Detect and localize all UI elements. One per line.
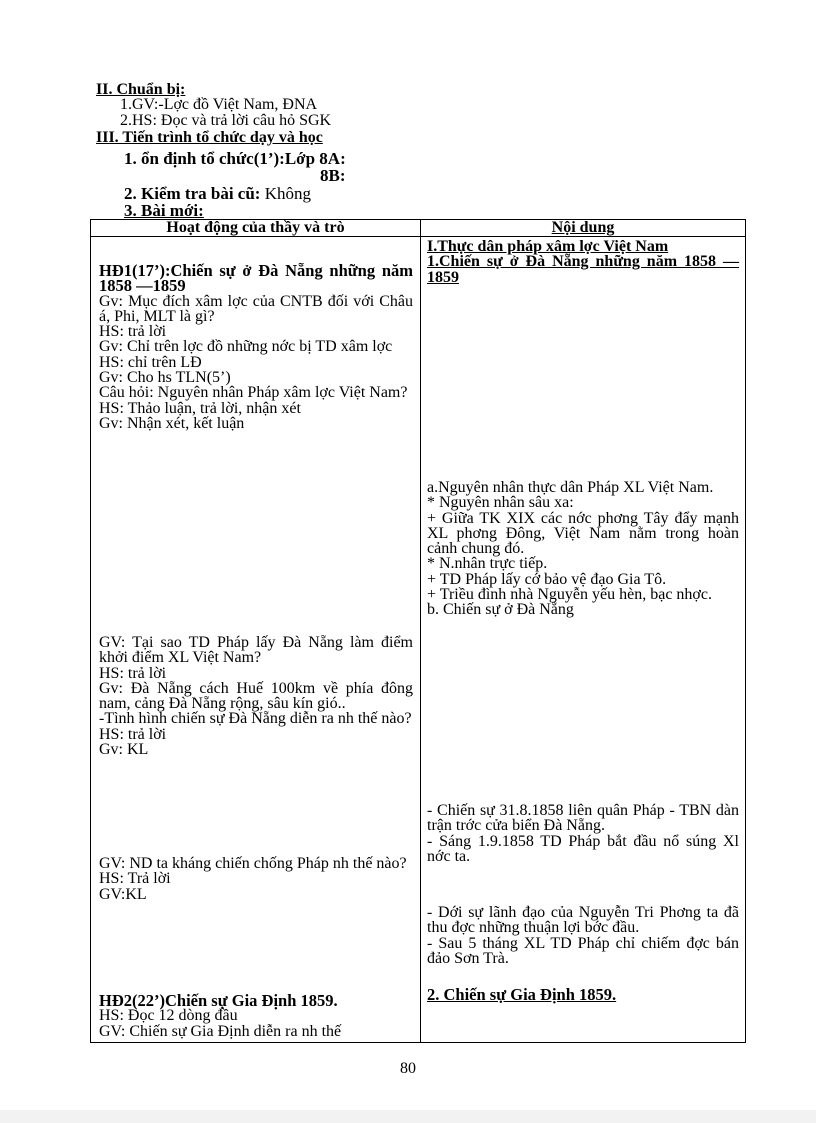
teacher-preparation: 1.GV:-Lợc đồ Việt Nam, ĐNA bbox=[120, 96, 318, 113]
left-line: GV:KL bbox=[99, 885, 147, 903]
right-line: a.Nguyên nhân thực dân Pháp XL Việt Nam. bbox=[427, 479, 714, 496]
right-line: * Nguyên nhân sâu xa: bbox=[427, 494, 574, 512]
resistance-block bbox=[427, 905, 739, 966]
left-line: HS: trả lời bbox=[99, 323, 167, 341]
left-line: HS: trả lời bbox=[99, 725, 167, 743]
left-line: Gv: Chỉ trên lợc đồ những nớc bị TD xâm lợc bbox=[99, 338, 393, 356]
step-1-class-8b: 8B: bbox=[320, 166, 346, 185]
part2-heading-block bbox=[427, 987, 739, 1002]
left-line: GV: Tại sao TD Pháp lấy Đà Nẵng làm điểm khởi điểm XL Việt Nam? bbox=[99, 634, 413, 667]
bottom-edge-band bbox=[0, 1110, 816, 1123]
column-divider bbox=[420, 220, 421, 1042]
left-line: HS: Thảo luận, trả lời, nhận xét bbox=[99, 399, 301, 417]
right-line: - Sáng 1.9.1858 TD Pháp bắt đầu nổ súng Xl nớc ta. bbox=[427, 832, 739, 865]
section-ii-heading: II. Chuẩn bị: bbox=[96, 81, 186, 98]
cause-block bbox=[427, 480, 739, 618]
hd2-block bbox=[99, 993, 413, 1039]
left-line: Câu hỏi: Nguyên nhân Pháp xâm lợc Việt Nam? bbox=[99, 384, 408, 402]
right-line: + Giữa TK XIX các nớc phơng Tây đẩy mạnh XL phơng Đông, Việt Nam nằm trong hoàn cảnh chung đó. bbox=[427, 509, 739, 558]
left-line: Gv: Nhận xét, kết luận bbox=[99, 414, 245, 432]
war-events-block bbox=[427, 803, 739, 864]
student-preparation: 2.HS: Đọc và trả lời câu hỏ SGK bbox=[120, 112, 332, 129]
page-number: 80 bbox=[400, 1060, 416, 1077]
right-line: + TD Pháp lấy cớ bảo vệ đạo Gia Tô. bbox=[427, 570, 667, 588]
right-line: - Dới sự lãnh đạo của Nguyễn Tri Phơng ta đã thu đợc những thuận lợi bớc đầu. bbox=[427, 904, 739, 937]
header-content: Nội dung bbox=[551, 219, 615, 236]
lesson-table bbox=[90, 219, 746, 1043]
left-line: HS: trả lời bbox=[99, 664, 167, 682]
left-line: HS: chỉ trên LĐ bbox=[99, 353, 202, 371]
hd1-title: HĐ1(17’):Chiến sự ở Đà Nẵng những năm 1858 —1859 bbox=[99, 261, 413, 296]
left-line: HS: Đọc 12 dòng đầu bbox=[99, 1007, 238, 1025]
hd1-block bbox=[99, 263, 413, 431]
right-line: - Chiến sự 31.8.1858 liên quân Pháp - TBN dàn trận trớc cửa biển Đà Nẵng. bbox=[427, 802, 739, 835]
section-iii-heading: III. Tiến trình tổ chức dạy và học bbox=[96, 129, 323, 146]
header-divider bbox=[91, 236, 745, 237]
left-line: HS: Trả lời bbox=[99, 870, 171, 888]
right-line: * N.nhân trực tiếp. bbox=[427, 555, 548, 573]
step-1-organization: 1. ổn định tổ chức(1’):Lớp 8A: bbox=[124, 149, 346, 168]
left-line: Gv: Mục đích xâm lợc của CNTB đối với Châu á, Phi, MLT là gì? bbox=[99, 292, 413, 325]
right-line: b. Chiến sự ở Đà Nẵng bbox=[427, 601, 574, 619]
part1-heading-block bbox=[427, 239, 739, 285]
step-2-review bbox=[124, 186, 311, 202]
left-line: Gv: Đà Nẵng cách Huế 100km về phía đông nam, cảng Đà Nẵng rộng, sâu kín gió.. bbox=[99, 679, 413, 713]
header-teacher-student-activities: Hoạt động của thầy và trò bbox=[166, 219, 345, 236]
right-line: + Triều đình nhà Nguyễn yếu hèn, bạc nhợc. bbox=[427, 586, 712, 604]
resistance-question-block bbox=[99, 856, 413, 902]
step-2-value: Không bbox=[260, 184, 311, 203]
part2-title: 2. Chiến sự Gia Định 1859. bbox=[427, 985, 617, 1004]
left-line: -Tình hình chiến sự Đà Nẵng diễn ra nh thế nào? bbox=[99, 710, 412, 728]
left-line: Gv: KL bbox=[99, 741, 149, 759]
part1-subtitle: 1.Chiến sự ở Đà Nẵng những năm 1858 —1859 bbox=[427, 253, 739, 286]
left-line: GV: Chiến sự Gia Định diễn ra nh thế bbox=[99, 1022, 342, 1040]
left-line: Gv: Cho hs TLN(5’) bbox=[99, 369, 231, 387]
part1-title: I.Thực dân pháp xâm lợc Việt Nam bbox=[427, 238, 669, 255]
hd2-title: HĐ2(22’)Chiến sự Gia Định 1859. bbox=[99, 991, 338, 1010]
step-2-label: 2. Kiểm tra bài cũ: bbox=[124, 184, 261, 203]
step-3-new-lesson: 3. Bài mới: bbox=[124, 201, 204, 220]
left-line: GV: ND ta kháng chiến chống Pháp nh thế nào? bbox=[99, 855, 407, 872]
danang-question-block bbox=[99, 635, 413, 757]
right-line: - Sau 5 tháng XL TD Pháp chỉ chiếm đợc bán đảo Sơn Trà. bbox=[427, 934, 739, 967]
